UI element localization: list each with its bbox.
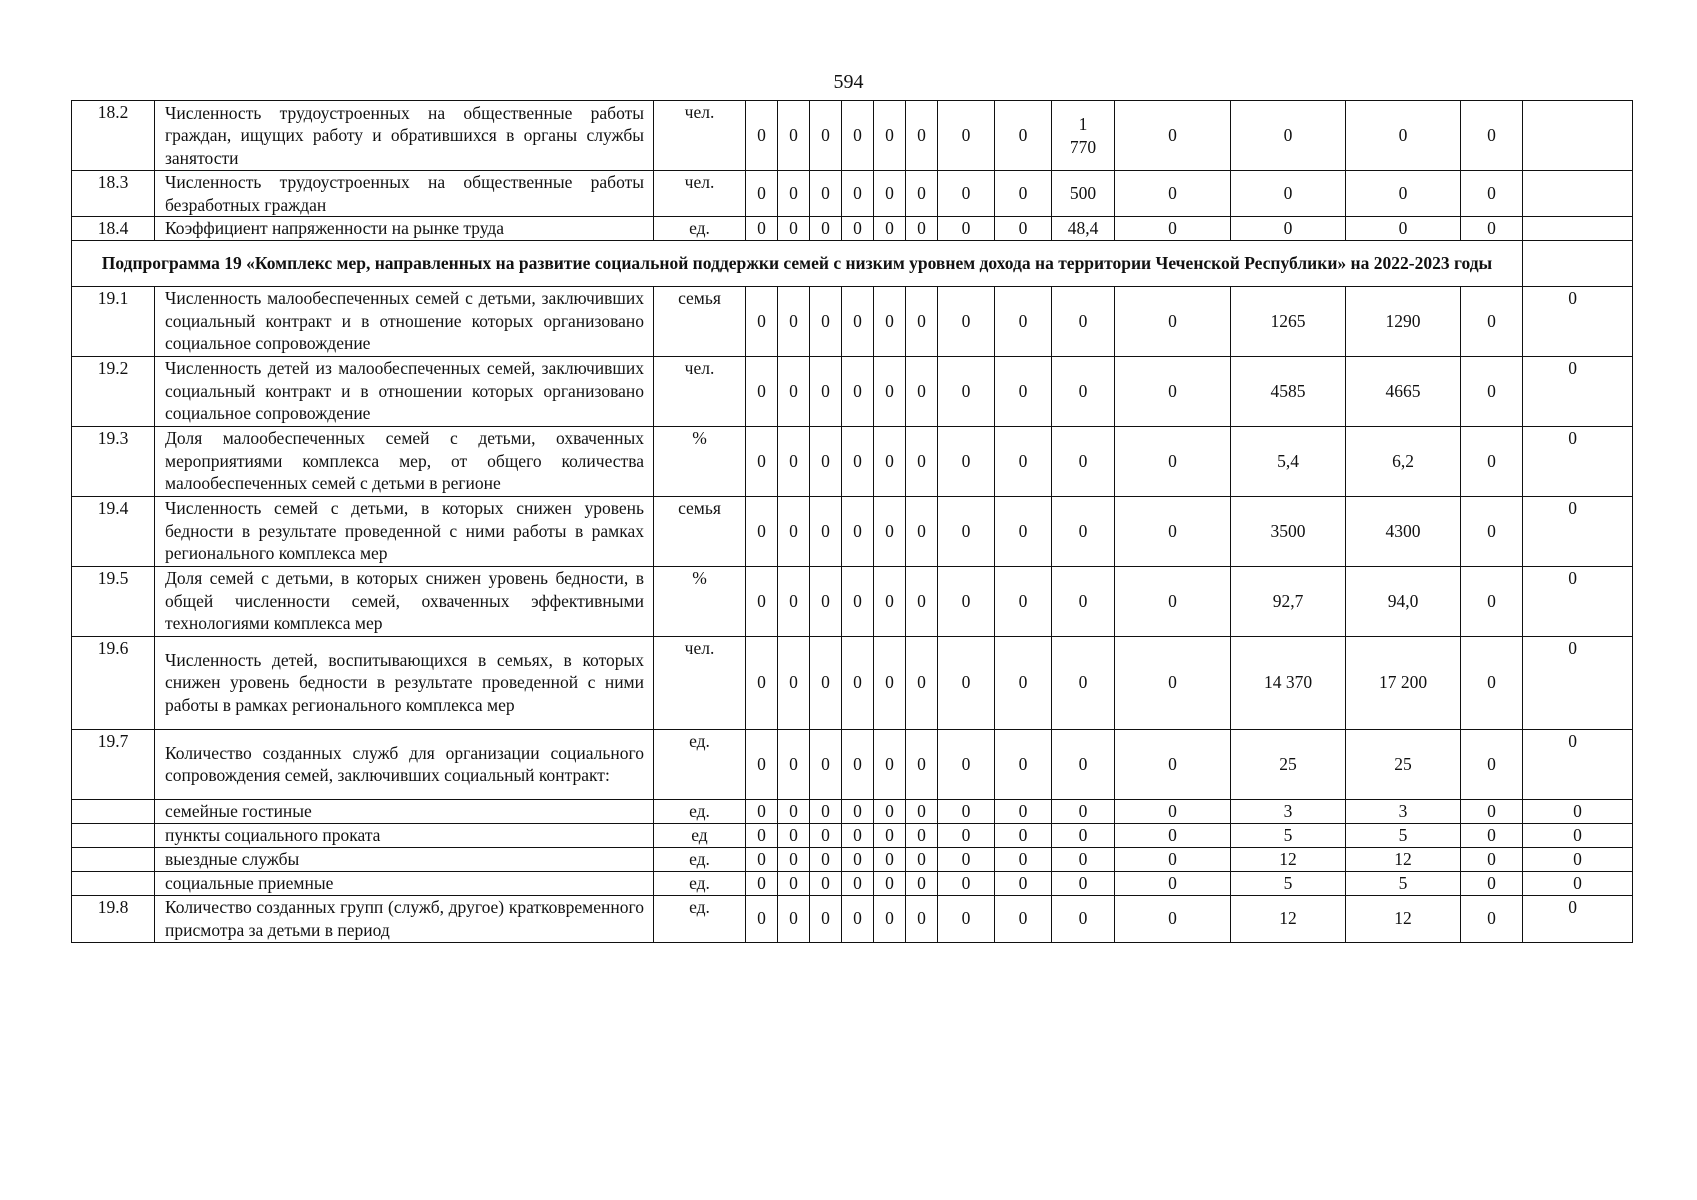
value-cell: 0 [778,871,810,895]
value-cell: 0 [1231,217,1346,241]
value-cell: 0 [1052,847,1115,871]
value-cell: 1265 [1231,286,1346,356]
value-cell: 0 [778,895,810,942]
value-cell: 0 [1115,871,1231,895]
indicator-name: Доля малообеспеченных семей с детьми, охваченных мероприятиями комплекса мер, от общего количества малообеспеченных семей с детьми в регионе [155,426,654,496]
value-cell: 0 [874,496,906,566]
value-cell: 0 [1052,426,1115,496]
value-cell: 0 [810,871,842,895]
value-cell: 0 [778,171,810,217]
value-cell: 0 [842,171,874,217]
last-value-cell: 0 [1523,426,1633,496]
value-cell: 0 [1052,895,1115,942]
value-cell: 0 [1115,847,1231,871]
row-number: 19.5 [72,566,155,636]
value-cell: 0 [746,286,778,356]
value-cell: 0 [938,847,995,871]
row-number [72,847,155,871]
value-cell: 0 [746,496,778,566]
unit-cell: чел. [654,356,746,426]
value-cell: 0 [842,799,874,823]
value-cell: 0 [874,101,906,171]
value-cell: 0 [995,286,1052,356]
value-cell: 0 [938,823,995,847]
value-cell: 0 [874,729,906,799]
last-value-cell: 0 [1523,871,1633,895]
value-cell: 0 [746,171,778,217]
value-cell: 0 [1115,566,1231,636]
value-cell: 0 [938,101,995,171]
value-cell: 0 [874,636,906,729]
indicator-name: Коэффициент напряженности на рынке труда [155,217,654,241]
value-cell: 0 [938,871,995,895]
value-cell: 0 [746,823,778,847]
value-cell: 0 [842,496,874,566]
table-row [72,895,1633,942]
value-cell: 0 [1052,566,1115,636]
table-row [72,356,1633,426]
value-cell: 0 [1461,171,1523,217]
unit-cell: ед. [654,847,746,871]
last-value-cell: 0 [1523,286,1633,356]
value-cell: 0 [1461,799,1523,823]
value-cell: 0 [874,217,906,241]
last-value-cell [1523,101,1633,171]
value-cell: 0 [746,217,778,241]
row-number [72,823,155,847]
value-cell: 0 [746,636,778,729]
value-cell: 0 [995,356,1052,426]
value-cell: 25 [1231,729,1346,799]
value-cell: 0 [778,636,810,729]
value-cell: 0 [746,426,778,496]
value-cell: 0 [1052,636,1115,729]
value-cell: 0 [1115,895,1231,942]
unit-cell: ед. [654,217,746,241]
value-cell: 0 [810,171,842,217]
value-cell: 0 [1461,729,1523,799]
row-number: 19.1 [72,286,155,356]
value-cell: 17 200 [1346,636,1461,729]
value-cell: 0 [842,356,874,426]
table-row [72,286,1633,356]
value-cell: 0 [906,496,938,566]
value-cell: 0 [995,426,1052,496]
table-body [72,101,1633,943]
value-cell: 0 [995,171,1052,217]
value-cell: 0 [906,171,938,217]
indicator-name: социальные приемные [155,871,654,895]
value-cell: 5 [1346,871,1461,895]
value-cell: 0 [842,566,874,636]
table-row [72,171,1633,217]
value-cell: 0 [746,895,778,942]
value-cell: 0 [906,101,938,171]
indicator-name: Количество созданных групп (служб, другое) кратковременного присмотра за детьми в период [155,895,654,942]
value-cell: 0 [810,799,842,823]
table-row [72,729,1633,799]
unit-cell: ед. [654,871,746,895]
row-number [72,799,155,823]
unit-cell: % [654,426,746,496]
value-cell: 0 [1115,171,1231,217]
value-cell: 0 [810,356,842,426]
value-cell: 0 [746,566,778,636]
value-cell: 0 [874,823,906,847]
value-cell: 0 [810,566,842,636]
value-cell: 0 [1115,823,1231,847]
value-cell: 0 [938,356,995,426]
value-cell: 0 [842,823,874,847]
value-cell: 0 [874,286,906,356]
value-cell: 0 [778,847,810,871]
value-cell: 6,2 [1346,426,1461,496]
value-cell: 0 [1115,426,1231,496]
unit-cell: чел. [654,636,746,729]
value-cell: 0 [842,636,874,729]
value-cell: 0 [906,566,938,636]
unit-cell: чел. [654,171,746,217]
value-cell: 0 [778,799,810,823]
value-cell: 0 [938,799,995,823]
value-cell: 3 [1231,799,1346,823]
value-cell: 0 [1052,496,1115,566]
value-cell: 3 [1346,799,1461,823]
value-cell: 0 [778,356,810,426]
value-cell: 0 [938,895,995,942]
last-value-cell: 0 [1523,496,1633,566]
unit-cell: семья [654,496,746,566]
value-cell: 0 [810,217,842,241]
value-cell: 0 [810,729,842,799]
value-cell: 0 [906,729,938,799]
value-cell: 0 [874,847,906,871]
value-cell: 0 [778,101,810,171]
value-cell: 0 [842,847,874,871]
indicator-name: Численность детей из малообеспеченных семей, заключивших социальный контракт и в отношении которых организовано социальное сопровождение [155,356,654,426]
value-cell: 0 [810,101,842,171]
value-cell: 0 [1461,101,1523,171]
value-cell: 0 [1346,101,1461,171]
last-value-cell: 0 [1523,636,1633,729]
value-cell: 0 [995,101,1052,171]
value-cell: 5,4 [1231,426,1346,496]
value-cell: 12 [1346,895,1461,942]
row-number: 19.2 [72,356,155,426]
unit-cell: ед. [654,799,746,823]
value-cell: 0 [995,799,1052,823]
last-value-cell [1523,171,1633,217]
value-cell: 0 [938,729,995,799]
value-cell: 0 [1052,286,1115,356]
table-row [72,871,1633,895]
value-cell: 0 [1461,823,1523,847]
value-cell: 0 [810,895,842,942]
unit-cell: % [654,566,746,636]
value-cell: 14 370 [1231,636,1346,729]
value-cell: 0 [906,426,938,496]
table-row [72,217,1633,241]
value-cell: 48,4 [1052,217,1115,241]
value-cell: 0 [1052,871,1115,895]
value-cell: 0 [1115,101,1231,171]
subprogram-title: Подпрограмма 19 «Комплекс мер, направленных на развитие социальной поддержки семей с низким уровнем дохода на территории Чеченской Республики» на 2022-2023 годы [72,240,1523,286]
value-cell: 0 [746,356,778,426]
indicator-name: пункты социального проката [155,823,654,847]
last-value-cell [1523,217,1633,241]
indicator-name: Численность детей, воспитывающихся в семьях, в которых снижен уровень бедности в результате проведенной с ними работы в рамках регионального комплекса мер [155,636,654,729]
value-cell: 500 [1052,171,1115,217]
indicator-name: Доля семей с детьми, в которых снижен уровень бедности, в общей численности семей, охваченных эффективными технологиями комплекса мер [155,566,654,636]
value-cell: 4665 [1346,356,1461,426]
value-cell: 0 [874,426,906,496]
value-cell: 0 [746,729,778,799]
value-cell: 12 [1231,895,1346,942]
value-cell: 0 [746,871,778,895]
value-cell: 0 [906,217,938,241]
value-cell: 0 [995,566,1052,636]
value-cell: 0 [1461,895,1523,942]
value-cell: 0 [938,286,995,356]
value-cell: 0 [1115,496,1231,566]
row-number [72,871,155,895]
value-cell: 25 [1346,729,1461,799]
value-cell: 0 [810,496,842,566]
last-value-cell: 0 [1523,895,1633,942]
value-cell: 0 [1346,217,1461,241]
value-cell: 0 [1115,636,1231,729]
value-cell: 0 [995,496,1052,566]
value-cell: 0 [778,426,810,496]
empty-cell [1523,240,1633,286]
value-cell: 0 [995,871,1052,895]
indicator-name: Численность трудоустроенных на общественные работы безработных граждан [155,171,654,217]
unit-cell: семья [654,286,746,356]
value-cell: 0 [906,823,938,847]
value-cell: 0 [746,101,778,171]
last-value-cell: 0 [1523,356,1633,426]
row-number: 19.3 [72,426,155,496]
value-cell: 0 [842,729,874,799]
table-row [72,847,1633,871]
value-cell: 0 [906,286,938,356]
subprogram-header-row [72,240,1633,286]
value-cell: 4300 [1346,496,1461,566]
value-cell: 0 [1461,566,1523,636]
value-cell: 0 [1461,356,1523,426]
value-cell: 1290 [1346,286,1461,356]
value-cell: 0 [1115,799,1231,823]
value-cell: 0 [1461,636,1523,729]
last-value-cell: 0 [1523,729,1633,799]
value-cell: 5 [1231,823,1346,847]
value-cell: 1 770 [1052,101,1115,171]
value-cell: 0 [938,217,995,241]
value-cell: 0 [778,286,810,356]
last-value-cell: 0 [1523,799,1633,823]
value-cell: 0 [906,847,938,871]
indicator-name: Количество созданных служб для организации социального сопровождения семей, заключивших социальный контракт: [155,729,654,799]
value-cell: 0 [842,286,874,356]
value-cell: 0 [810,636,842,729]
value-cell: 0 [778,823,810,847]
row-number: 18.3 [72,171,155,217]
value-cell: 12 [1231,847,1346,871]
value-cell: 0 [874,566,906,636]
table-row [72,101,1633,171]
last-value-cell: 0 [1523,823,1633,847]
value-cell: 0 [810,426,842,496]
value-cell: 4585 [1231,356,1346,426]
indicator-name: Численность малообеспеченных семей с детьми, заключивших социальный контракт и в отношение которых организовано социальное сопровождение [155,286,654,356]
value-cell: 0 [874,895,906,942]
value-cell: 0 [1052,823,1115,847]
indicator-name: выездные службы [155,847,654,871]
value-cell: 0 [1052,356,1115,426]
value-cell: 0 [995,895,1052,942]
value-cell: 0 [842,426,874,496]
value-cell: 0 [1461,426,1523,496]
value-cell: 0 [778,729,810,799]
value-cell: 0 [746,847,778,871]
value-cell: 0 [1461,286,1523,356]
value-cell: 0 [906,799,938,823]
value-cell: 0 [1461,217,1523,241]
value-cell: 0 [1461,871,1523,895]
value-cell: 0 [995,636,1052,729]
value-cell: 0 [842,217,874,241]
value-cell: 0 [1115,286,1231,356]
page-number: 594 [833,71,864,93]
row-number: 19.8 [72,895,155,942]
value-cell: 0 [1052,799,1115,823]
value-cell: 0 [778,496,810,566]
value-cell: 0 [1231,171,1346,217]
value-cell: 0 [746,799,778,823]
indicator-name: Численность трудоустроенных на общественные работы граждан, ищущих работу и обратившихся в органы службы занятости [155,101,654,171]
value-cell: 0 [1115,356,1231,426]
value-cell: 0 [906,895,938,942]
row-number: 19.7 [72,729,155,799]
value-cell: 0 [995,729,1052,799]
value-cell: 0 [810,847,842,871]
value-cell: 0 [938,566,995,636]
table-row [72,566,1633,636]
value-cell: 0 [778,217,810,241]
indicators-table [71,100,1633,943]
unit-cell: ед. [654,729,746,799]
value-cell: 0 [842,871,874,895]
value-cell: 0 [874,871,906,895]
value-cell: 0 [810,823,842,847]
table-row [72,426,1633,496]
value-cell: 0 [842,895,874,942]
value-cell: 0 [1461,847,1523,871]
value-cell: 0 [1115,217,1231,241]
value-cell: 0 [906,356,938,426]
value-cell: 0 [995,823,1052,847]
value-cell: 0 [842,101,874,171]
value-cell: 5 [1346,823,1461,847]
value-cell: 3500 [1231,496,1346,566]
value-cell: 0 [938,426,995,496]
value-cell: 0 [874,799,906,823]
value-cell: 0 [938,636,995,729]
value-cell: 0 [938,171,995,217]
value-cell: 0 [995,847,1052,871]
indicator-name: семейные гостиные [155,799,654,823]
value-cell: 94,0 [1346,566,1461,636]
value-cell: 0 [1461,496,1523,566]
table-row [72,823,1633,847]
row-number: 18.4 [72,217,155,241]
value-cell: 0 [1115,729,1231,799]
row-number: 19.4 [72,496,155,566]
value-cell: 0 [995,217,1052,241]
row-number: 19.6 [72,636,155,729]
value-cell: 0 [874,356,906,426]
value-cell: 0 [1052,729,1115,799]
row-number: 18.2 [72,101,155,171]
last-value-cell: 0 [1523,566,1633,636]
table-row [72,799,1633,823]
value-cell: 0 [1346,171,1461,217]
value-cell: 0 [906,871,938,895]
value-cell: 5 [1231,871,1346,895]
value-cell: 92,7 [1231,566,1346,636]
value-cell: 12 [1346,847,1461,871]
value-cell: 0 [938,496,995,566]
table-row [72,496,1633,566]
value-cell: 0 [906,636,938,729]
last-value-cell: 0 [1523,847,1633,871]
value-cell: 0 [810,286,842,356]
unit-cell: чел. [654,101,746,171]
unit-cell: ед [654,823,746,847]
value-cell: 0 [1231,101,1346,171]
indicator-name: Численность семей с детьми, в которых снижен уровень бедности в результате проведенной с ними работы в рамках регионального комплекса мер [155,496,654,566]
unit-cell: ед. [654,895,746,942]
value-cell: 0 [778,566,810,636]
value-cell: 0 [874,171,906,217]
table-row [72,636,1633,729]
